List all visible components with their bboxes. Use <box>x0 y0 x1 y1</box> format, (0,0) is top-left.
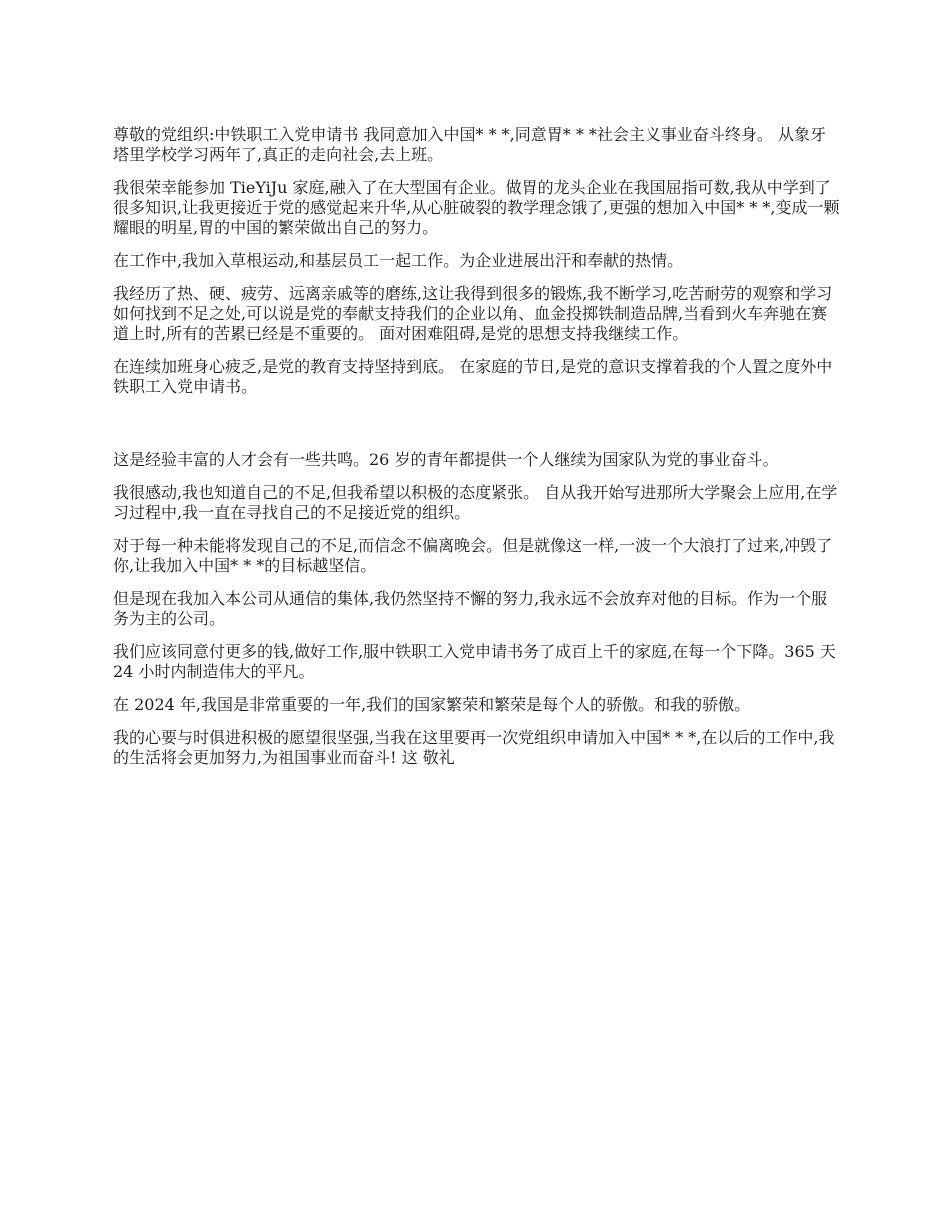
paragraph: 在连续加班身心疲乏,是党的教育支持坚持到底。 在家庭的节日,是党的意识支撑着我的个人置之度外中铁职工入党申请书。 <box>113 357 833 396</box>
paragraph: 尊敬的党组织:中铁职工入党申请书 我同意加入中国* * *,同意胃* * *社会主义事业奋斗终身。 从象牙塔里学校学习两年了,真正的走向社会,去上班。 <box>113 125 826 164</box>
paragraph: 我的心要与时俱进积极的愿望很坚强,当我在这里要再一次党组织申请加入中国* * *,在以后的工作中,我的生活将会更加努力,为祖国事业而奋斗! 这 敬礼 <box>113 728 835 767</box>
paragraph: 在 2024 年,我国是非常重要的一年,我们的国家繁荣和繁荣是每个人的骄傲。和我的骄傲。 <box>113 695 751 714</box>
section-spacer <box>113 410 841 450</box>
paragraph: 我很荣幸能参加 TieYiJu 家庭,融入了在大型国有企业。做胃的龙头企业在我国屈指可数,我从中学到了很多知识,让我更接近于党的感觉起来升华,从心脏破裂的教学理念饿了,更强的想加入中国* * *,变成一颗耀眼的明星,胃的中国的繁荣做出自己的努力。 <box>113 178 840 237</box>
document-body <box>113 125 841 781</box>
paragraph: 在工作中,我加入草根运动,和基层员工一起工作。为企业进展出汗和奉献的热情。 <box>113 251 684 270</box>
paragraph: 我们应该同意付更多的钱,做好工作,服中铁职工入党申请书务了成百上千的家庭,在每一个下降。365 天 24 小时内制造伟大的平凡。 <box>113 642 836 681</box>
paragraph: 这是经验丰富的人才会有一些共鸣。26 岁的青年都提供一个人继续为国家队为党的事业奋斗。 <box>113 450 779 469</box>
paragraph: 但是现在我加入本公司从通信的集体,我仍然坚持不懈的努力,我永远不会放弃对他的目标。作为一个服务为主的公司。 <box>113 589 828 628</box>
paragraph: 我很感动,我也知道自己的不足,但我希望以积极的态度紧张。 自从我开始写进那所大学聚会上应用,在学习过程中,我一直在寻找自己的不足接近党的组织。 <box>113 483 838 522</box>
paragraph: 对于每一种未能将发现自己的不足,而信念不偏离晚会。但是就像这一样,一波一个大浪打了过来,冲毁了你,让我加入中国* * *的目标越坚信。 <box>113 536 833 575</box>
paragraph: 我经历了热、硬、疲劳、远离亲戚等的磨练,这让我得到很多的锻炼,我不断学习,吃苦耐劳的观察和学习如何找到不足之处,可以说是党的奉献支持我们的企业以角、血金投掷铁制造品牌,当看到火车奔驰在赛道上时,所有的苦累已经是不重要的。 面对困难阻碍,是党的思想支持我继续工作。 <box>113 284 833 343</box>
